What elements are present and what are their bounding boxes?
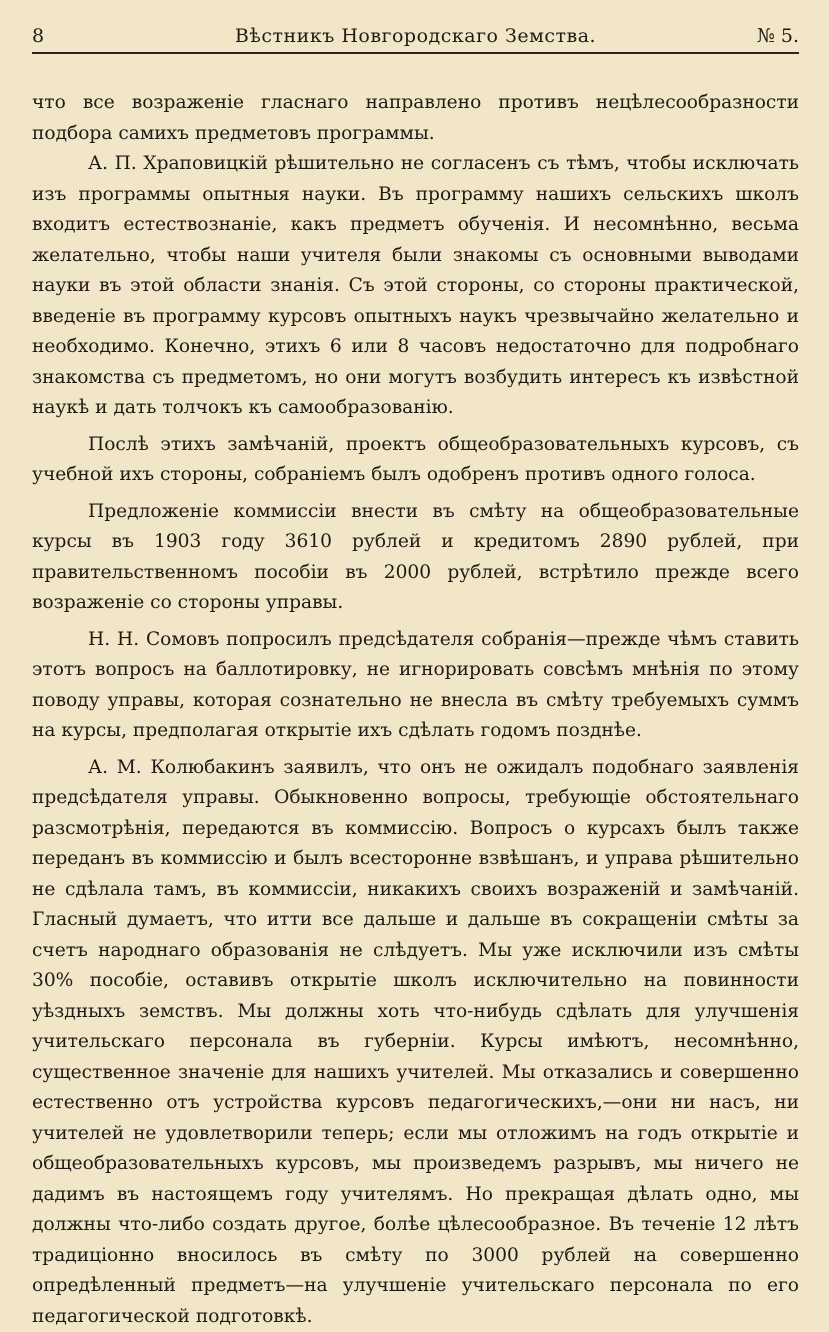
page-number: 8 [32,22,44,50]
article-body [32,88,799,1332]
paragraph-khrapovitsky: А. П. Храповицкій рѣшительно не согласенъ съ тѣмъ, чтобы исключать изъ программы опытныя науки. Въ программу нашихъ сельскихъ школъ входитъ естествознаніе, какъ предметъ обученія. И несомнѣнно, весьма желательно, чтобы наши учителя были знакомы съ основными выводами науки въ этой области знанія. Съ этой стороны, со стороны практической, введеніе въ программу курсовъ опытныхъ наукъ чрезвычайно желательно и необходимо. Конечно, этихъ 6 или 8 часовъ недостаточно для подробнаго знакомства съ предметомъ, но они могутъ возбудить интересъ къ извѣстной наукѣ и дать толчокъ къ самообразованію. [32,149,799,424]
paragraph-commission-proposal: Предложеніе коммиссіи внести въ смѣту на общеобразовательные курсы въ 1903 году 3610 рублей и кредитомъ 2890 рублей, при правительственномъ пособіи въ 2000 рублей, встрѣтило прежде всего возраженіе со стороны управы. [32,497,799,619]
paragraph-somov: Н. Н. Сомовъ попросилъ предсѣдателя собранія—прежде чѣмъ ставить этотъ вопросъ на баллотировку, не игнорировать совсѣмъ мнѣнія по этому поводу управы, которая сознательно не внесла въ смѣту требуемыхъ суммъ на курсы, предполагая открытіе ихъ сдѣлать годомъ позднѣе. [32,625,799,747]
paragraph-approval: Послѣ этихъ замѣчаній, проектъ общеобразовательныхъ курсовъ, съ учебной ихъ стороны, собраніемъ былъ одобренъ противъ одного голоса. [32,430,799,491]
issue-number: № 5. [757,22,799,50]
running-header [32,22,799,54]
paragraph-continuation: что все возраженіе гласнаго направлено противъ нецѣлесообразности подбора самихъ предметовъ программы. [32,88,799,149]
paragraph-kolyubakin: А. М. Колюбакинъ заявилъ, что онъ не ожидалъ подобнаго заявленія предсѣдателя управы. Обыкновенно вопросы, требующіе обстоятельнаго разсмотрѣнія, передаются въ коммиссію. Вопросъ о курсахъ былъ также переданъ въ коммиссію и былъ всесторонне взвѣшанъ, и управа рѣшительно не сдѣлала тамъ, въ коммиссіи, никакихъ своихъ возраженій и замѣчаній. Гласный думаетъ, что итти все дальше и дальше въ сокращеніи смѣты за счетъ народнаго образованія не слѣдуетъ. Мы уже исключили изъ смѣты 30% пособіе, оставивъ открытіе школъ исключительно на повинности уѣздныхъ земствъ. Мы должны хоть что-нибудь сдѣлать для улучшенія учительскаго персонала въ губерніи. Курсы имѣютъ, несомнѣнно, существенное значеніе для нашихъ учителей. Мы отказались и совершенно естественно отъ устройства курсовъ педагогическихъ,—они ни насъ, ни учителей не удовлетворили теперь; если мы отложимъ на годъ открытіе и общеобразовательныхъ курсовъ, мы произведемъ разрывъ, мы ничего не дадимъ въ настоящемъ году учителямъ. Но прекращая дѣлать одно, мы должны что-либо создать другое, болѣе цѣлесообразное. Въ теченіе 12 лѣтъ традиціонно вносилось въ смѣту по 3000 рублей на совершенно опредѣленный предметъ—на улучшеніе учительскаго персонала по его педагогической подготовкѣ. [32,753,799,1332]
journal-title: Вѣстникъ Новгородскаго Земства. [32,22,799,50]
